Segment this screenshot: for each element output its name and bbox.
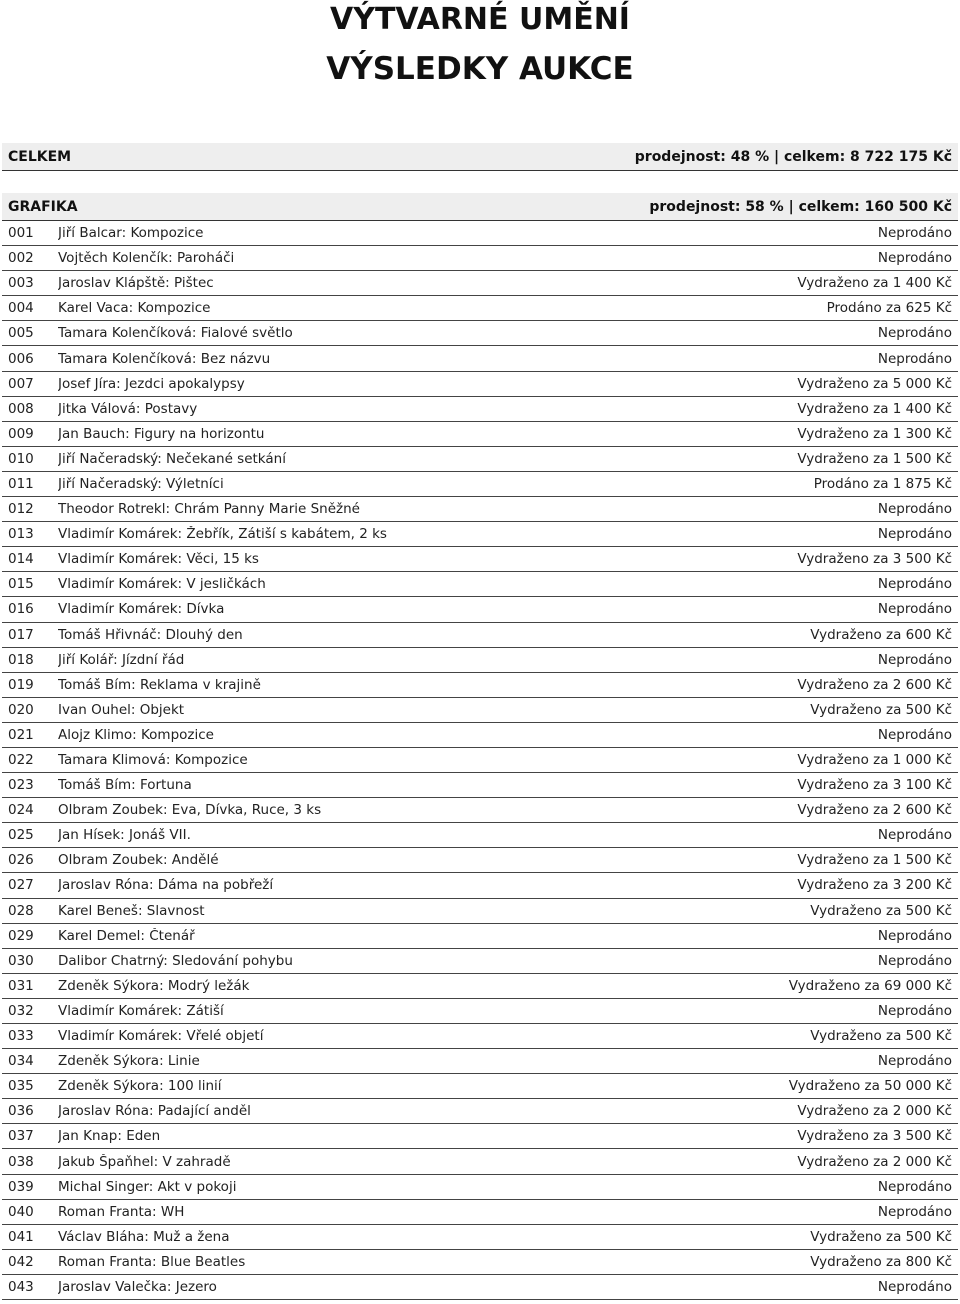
list-item xyxy=(2,271,958,296)
list-item xyxy=(2,296,958,321)
lot-number: 025 xyxy=(8,827,34,844)
lot-title: Karel Demel: Čtenář xyxy=(58,927,195,944)
list-item xyxy=(2,472,958,497)
lot-result: Neprodáno xyxy=(877,350,952,367)
page-subtitle: VÝSLEDKY AUKCE xyxy=(326,51,634,87)
lot-title: Zdeněk Sýkora: 100 linií xyxy=(58,1078,222,1095)
section-header-grafika xyxy=(2,193,958,221)
list-item xyxy=(2,397,958,422)
lot-result: Vydraženo za 3 500 Kč xyxy=(797,551,952,568)
lot-title: Olbram Zoubek: Andělé xyxy=(58,852,219,869)
lot-title: Vladimír Komárek: V jesličkách xyxy=(58,576,266,593)
list-item xyxy=(2,974,958,999)
lot-number: 020 xyxy=(8,701,34,718)
lot-result: Neprodáno xyxy=(877,601,952,618)
lot-number: 042 xyxy=(8,1253,34,1270)
lot-result: Vydraženo za 2 000 Kč xyxy=(797,1153,952,1170)
lot-number: 017 xyxy=(8,626,34,643)
list-item xyxy=(2,447,958,472)
list-item xyxy=(2,798,958,823)
lot-number: 009 xyxy=(8,425,34,442)
lot-title: Vladimír Komárek: Dívka xyxy=(58,601,225,618)
lot-title: Tomáš Bím: Fortuna xyxy=(58,777,192,794)
lot-title: Jaroslav Klápště: Pištec xyxy=(58,275,214,292)
list-item xyxy=(2,1225,958,1250)
lot-title: Vladimír Komárek: Žebřík, Zátiší s kabátem, 2 ks xyxy=(58,526,387,543)
list-item xyxy=(2,873,958,898)
list-item xyxy=(2,497,958,522)
lot-number: 026 xyxy=(8,852,34,869)
lot-number: 031 xyxy=(8,977,34,994)
lot-number: 039 xyxy=(8,1178,34,1195)
lot-result: Neprodáno xyxy=(877,1053,952,1070)
lot-title: Jan Knap: Eden xyxy=(58,1128,161,1145)
lot-result: Neprodáno xyxy=(877,225,952,242)
list-item xyxy=(2,1074,958,1099)
lot-number: 001 xyxy=(8,225,34,242)
lot-result: Vydraženo za 2 600 Kč xyxy=(797,802,952,819)
list-item xyxy=(2,572,958,597)
lot-number: 018 xyxy=(8,651,34,668)
lot-result: Vydraženo za 3 500 Kč xyxy=(797,1128,952,1145)
lot-result: Vydraženo za 5 000 Kč xyxy=(797,375,952,392)
lot-title: Olbram Zoubek: Eva, Dívka, Ruce, 3 ks xyxy=(58,802,322,819)
lot-result: Neprodáno xyxy=(877,526,952,543)
section-label: GRAFIKA xyxy=(8,198,78,215)
lot-result: Vydraženo za 1 500 Kč xyxy=(797,450,952,467)
lot-title: Jiří Kolář: Jízdní řád xyxy=(58,651,185,668)
list-item xyxy=(2,773,958,798)
list-item xyxy=(2,1175,958,1200)
list-item xyxy=(2,246,958,271)
list-item xyxy=(2,221,958,246)
lot-result: Vydraženo za 69 000 Kč xyxy=(788,977,952,994)
lot-result: Vydraženo za 3 100 Kč xyxy=(797,777,952,794)
lot-number: 033 xyxy=(8,1028,34,1045)
lot-number: 014 xyxy=(8,551,34,568)
lot-number: 010 xyxy=(8,450,34,467)
lot-number: 036 xyxy=(8,1103,34,1120)
lot-title: Ivan Ouhel: Objekt xyxy=(58,701,185,718)
lot-title: Zdeněk Sýkora: Linie xyxy=(58,1053,200,1070)
lot-number: 029 xyxy=(8,927,34,944)
lot-title: Roman Franta: Blue Beatles xyxy=(58,1253,246,1270)
lot-number: 007 xyxy=(8,375,34,392)
list-item xyxy=(2,1250,958,1275)
lot-title: Tamara Kolenčíková: Bez názvu xyxy=(58,350,271,367)
page-title: VÝTVARNÉ UMĚNÍ xyxy=(330,2,630,37)
lot-result: Vydraženo za 50 000 Kč xyxy=(788,1078,952,1095)
lot-number: 040 xyxy=(8,1203,34,1220)
list-item xyxy=(2,346,958,371)
list-item xyxy=(2,648,958,673)
list-item xyxy=(2,924,958,949)
list-item xyxy=(2,1024,958,1049)
list-item xyxy=(2,1275,958,1300)
lot-number: 004 xyxy=(8,300,34,317)
auction-results-list xyxy=(2,221,958,1300)
lot-result: Neprodáno xyxy=(877,1002,952,1019)
lot-number: 034 xyxy=(8,1053,34,1070)
total-summary: prodejnost: 48 % | celkem: 8 722 175 Kč xyxy=(634,148,952,165)
lot-title: Roman Franta: WH xyxy=(58,1203,185,1220)
lot-title: Jitka Válová: Postavy xyxy=(58,400,198,417)
lot-number: 005 xyxy=(8,325,34,342)
lot-title: Vladimír Komárek: Věci, 15 ks xyxy=(58,551,259,568)
lot-result: Neprodáno xyxy=(877,651,952,668)
lot-result: Vydraženo za 1 400 Kč xyxy=(797,400,952,417)
list-item xyxy=(2,698,958,723)
lot-title: Zdeněk Sýkora: Modrý ležák xyxy=(58,977,250,994)
lot-title: Vladimír Komárek: Zátiší xyxy=(58,1002,224,1019)
lot-title: Tomáš Bím: Reklama v krajině xyxy=(58,676,261,693)
lot-result: Neprodáno xyxy=(877,1278,952,1295)
lot-title: Tamara Klimová: Kompozice xyxy=(58,752,248,769)
lot-number: 023 xyxy=(8,777,34,794)
list-item xyxy=(2,1149,958,1174)
lot-result: Neprodáno xyxy=(877,501,952,518)
lot-title: Vojtěch Kolenčík: Paroháči xyxy=(58,250,235,267)
lot-result: Neprodáno xyxy=(877,1178,952,1195)
lot-result: Vydraženo za 800 Kč xyxy=(810,1253,952,1270)
list-item xyxy=(2,723,958,748)
list-item xyxy=(2,823,958,848)
lot-title: Theodor Rotrekl: Chrám Panny Marie Sněžné xyxy=(58,501,360,518)
lot-number: 019 xyxy=(8,676,34,693)
lot-result: Neprodáno xyxy=(877,726,952,743)
list-item xyxy=(2,547,958,572)
lot-result: Vydraženo za 2 600 Kč xyxy=(797,676,952,693)
list-item xyxy=(2,999,958,1024)
lot-result: Neprodáno xyxy=(877,1203,952,1220)
lot-number: 015 xyxy=(8,576,34,593)
lot-result: Vydraženo za 3 200 Kč xyxy=(797,877,952,894)
list-item xyxy=(2,1099,958,1124)
lot-result: Vydraženo za 500 Kč xyxy=(810,1028,952,1045)
lot-number: 027 xyxy=(8,877,34,894)
lot-result: Vydraženo za 500 Kč xyxy=(810,1228,952,1245)
list-item xyxy=(2,522,958,547)
lot-result: Neprodáno xyxy=(877,325,952,342)
list-item xyxy=(2,321,958,346)
list-item xyxy=(2,372,958,397)
lot-title: Jan Bauch: Figury na horizontu xyxy=(58,425,265,442)
lot-number: 002 xyxy=(8,250,34,267)
lot-result: Prodáno za 625 Kč xyxy=(826,300,952,317)
lot-title: Tomáš Hřivnáč: Dlouhý den xyxy=(58,626,243,643)
lot-title: Alojz Klimo: Kompozice xyxy=(58,726,214,743)
lot-result: Neprodáno xyxy=(877,927,952,944)
lot-result: Neprodáno xyxy=(877,952,952,969)
lot-number: 038 xyxy=(8,1153,34,1170)
lot-title: Václav Bláha: Muž a žena xyxy=(58,1228,230,1245)
lot-title: Jiří Balcar: Kompozice xyxy=(58,225,204,242)
lot-number: 003 xyxy=(8,275,34,292)
lot-result: Neprodáno xyxy=(877,250,952,267)
lot-result: Neprodáno xyxy=(877,827,952,844)
lot-number: 022 xyxy=(8,752,34,769)
lot-number: 024 xyxy=(8,802,34,819)
total-summary-row xyxy=(2,143,958,171)
lot-title: Jiří Načeradský: Nečekané setkání xyxy=(58,450,286,467)
lot-number: 013 xyxy=(8,526,34,543)
lot-result: Vydraženo za 500 Kč xyxy=(810,701,952,718)
list-item xyxy=(2,673,958,698)
list-item xyxy=(2,899,958,924)
lot-result: Neprodáno xyxy=(877,576,952,593)
list-item xyxy=(2,1049,958,1074)
lot-title: Jaroslav Róna: Dáma na pobřeží xyxy=(58,877,274,894)
lot-number: 008 xyxy=(8,400,34,417)
lot-number: 035 xyxy=(8,1078,34,1095)
lot-result: Prodáno za 1 875 Kč xyxy=(813,475,952,492)
lot-title: Karel Beneš: Slavnost xyxy=(58,902,205,919)
lot-title: Jiří Načeradský: Výletníci xyxy=(58,475,224,492)
lot-result: Vydraženo za 1 500 Kč xyxy=(797,852,952,869)
lot-title: Jaroslav Valečka: Jezero xyxy=(58,1278,217,1295)
lot-number: 016 xyxy=(8,601,34,618)
lot-title: Jan Hísek: Jonáš VII. xyxy=(58,827,191,844)
lot-number: 030 xyxy=(8,952,34,969)
list-item xyxy=(2,848,958,873)
lot-result: Vydraženo za 600 Kč xyxy=(810,626,952,643)
lot-number: 037 xyxy=(8,1128,34,1145)
list-item xyxy=(2,748,958,773)
list-item xyxy=(2,1200,958,1225)
lot-result: Vydraženo za 1 300 Kč xyxy=(797,425,952,442)
lot-title: Vladimír Komárek: Vřelé objetí xyxy=(58,1028,264,1045)
list-item xyxy=(2,1124,958,1149)
section-summary: prodejnost: 58 % | celkem: 160 500 Kč xyxy=(649,198,952,215)
lot-number: 011 xyxy=(8,475,34,492)
lot-result: Vydraženo za 1 000 Kč xyxy=(797,752,952,769)
lot-number: 006 xyxy=(8,350,34,367)
lot-result: Vydraženo za 500 Kč xyxy=(810,902,952,919)
lot-title: Jaroslav Róna: Padající anděl xyxy=(58,1103,251,1120)
list-item xyxy=(2,597,958,622)
lot-number: 021 xyxy=(8,726,34,743)
lot-number: 028 xyxy=(8,902,34,919)
list-item xyxy=(2,949,958,974)
total-label: CELKEM xyxy=(8,148,72,165)
lot-number: 043 xyxy=(8,1278,34,1295)
lot-result: Vydraženo za 2 000 Kč xyxy=(797,1103,952,1120)
lot-title: Karel Vaca: Kompozice xyxy=(58,300,211,317)
lot-title: Jakub Špaňhel: V zahradě xyxy=(58,1153,231,1170)
lot-title: Dalibor Chatrný: Sledování pohybu xyxy=(58,952,293,969)
lot-title: Josef Jíra: Jezdci apokalypsy xyxy=(58,375,245,392)
list-item xyxy=(2,623,958,648)
lot-number: 041 xyxy=(8,1228,34,1245)
list-item xyxy=(2,422,958,447)
lot-number: 032 xyxy=(8,1002,34,1019)
lot-number: 012 xyxy=(8,501,34,518)
lot-result: Vydraženo za 1 400 Kč xyxy=(797,275,952,292)
lot-title: Michal Singer: Akt v pokoji xyxy=(58,1178,237,1195)
lot-title: Tamara Kolenčíková: Fialové světlo xyxy=(58,325,293,342)
